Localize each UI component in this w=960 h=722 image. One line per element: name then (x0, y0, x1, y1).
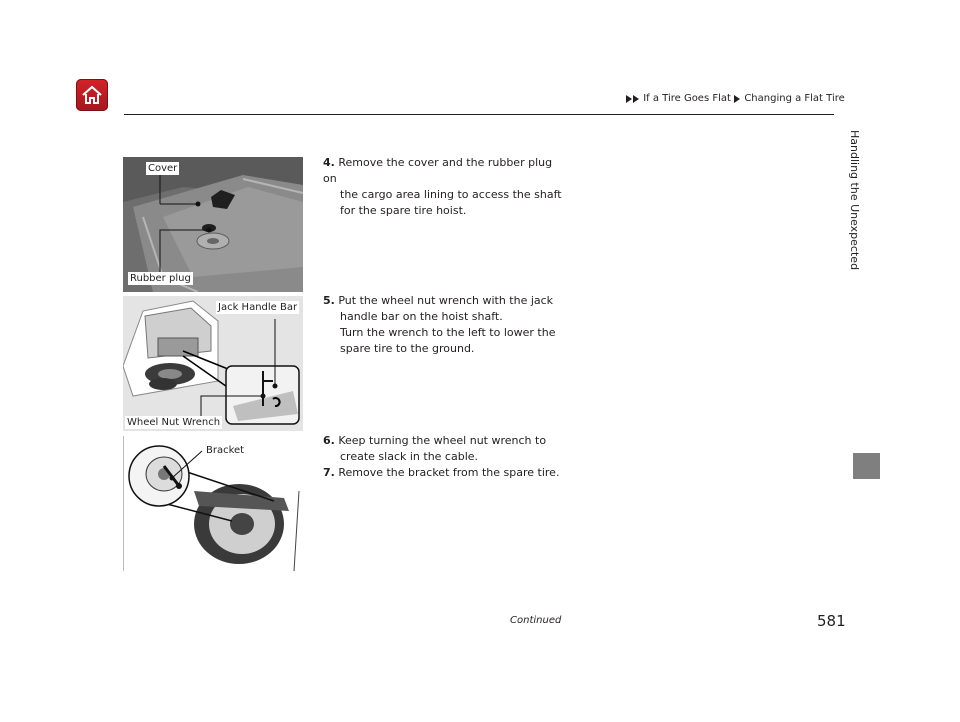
arrow-right-icon (633, 95, 639, 103)
step-text: Turn the wrench to the left to lower the (340, 326, 556, 339)
label-wheel-nut-wrench: Wheel Nut Wrench (127, 417, 221, 428)
step-7 (323, 465, 563, 481)
vehicle-rear-illustration (123, 296, 303, 431)
label-rubber-plug: Rubber plug (130, 273, 191, 284)
breadcrumb (626, 93, 845, 105)
step-6 (323, 433, 563, 465)
home-button[interactable] (76, 79, 108, 111)
section-tab-marker (853, 453, 880, 479)
step-text: create slack in the cable. (340, 450, 479, 463)
arrow-right-icon (626, 95, 632, 103)
step-text: Remove the bracket from the spare tire. (338, 466, 560, 479)
step-text: the cargo area lining to access the shaft (340, 188, 562, 201)
page-number: 581 (817, 612, 846, 630)
figure-bracket (123, 436, 304, 571)
figure-hoist-wrench (123, 296, 303, 431)
step-number: 5. (323, 294, 335, 307)
continued-note: Continued (510, 615, 562, 626)
label-cover: Cover (148, 163, 178, 174)
header-divider (124, 114, 834, 115)
step-text: spare tire to the ground. (340, 342, 475, 355)
breadcrumb-item-changing-tire[interactable]: Changing a Flat Tire (744, 93, 845, 104)
label-jack-handle-bar: Jack Handle Bar (218, 302, 298, 313)
section-tab-label[interactable]: Handling the Unexpected (848, 130, 861, 271)
step-number: 6. (323, 434, 335, 447)
step-number: 4. (323, 156, 335, 169)
step-number: 7. (323, 466, 335, 479)
step-text: for the spare tire hoist. (340, 204, 467, 217)
step-text: handle bar on the hoist shaft. (340, 310, 503, 323)
step-text: Put the wheel nut wrench with the jack (338, 294, 554, 307)
figure-cargo-cover (123, 157, 303, 292)
step-4 (323, 155, 563, 219)
arrow-right-icon (734, 95, 740, 103)
label-bracket: Bracket (206, 445, 245, 456)
breadcrumb-item-flat-tire[interactable]: If a Tire Goes Flat (643, 93, 731, 104)
step-5 (323, 293, 563, 357)
step-text: Keep turning the wheel nut wrench to (338, 434, 547, 447)
home-icon (81, 84, 103, 106)
step-text: Remove the cover and the rubber plug on (323, 156, 553, 185)
